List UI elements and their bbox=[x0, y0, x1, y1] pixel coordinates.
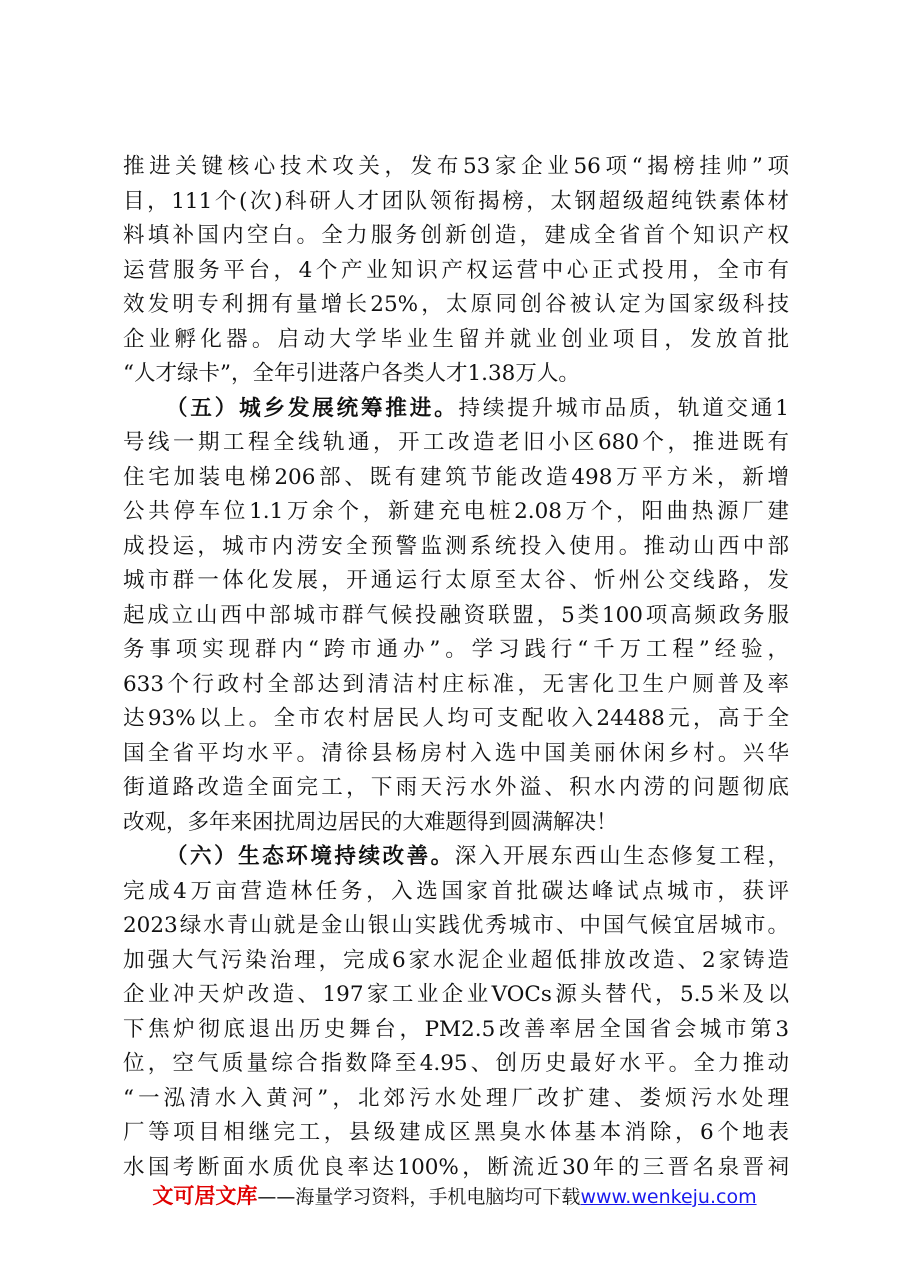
text-line: 达93%以上。全市农村居民人均可支配收入24488元，高于全 bbox=[123, 706, 789, 731]
text-line-body: 深入开展东西山生态修复工程， bbox=[454, 844, 789, 869]
text-line: 推进关键核心技术攻关，发布53家企业56项“揭榜挂帅”项 bbox=[123, 154, 789, 179]
text-line: 企业冲天炉改造、197家工业企业VOCs源头替代，5.5米及以 bbox=[123, 982, 789, 1007]
body-text bbox=[123, 150, 789, 1185]
paragraph-urban-rural bbox=[123, 392, 789, 841]
text-line: 务事项实现群内“跨市通办”。学习践行“千万工程”经验， bbox=[123, 637, 789, 662]
text-line-with-heading bbox=[123, 392, 789, 427]
text-line: 街道路改造全面完工，下雨天污水外溢、积水内涝的问题彻底 bbox=[123, 775, 789, 800]
text-line: 起成立山西中部城市群气候投融资联盟，5类100项高频政务服 bbox=[123, 602, 789, 628]
text-line: “人才绿卡”，全年引进落户各类人才1.38万人。 bbox=[123, 361, 580, 386]
section-heading-six: （六）生态环境持续改善。 bbox=[166, 844, 455, 869]
text-line: 运营服务平台，4个产业知识产权运营中心正式投用，全市有 bbox=[123, 257, 789, 283]
text-line: 号线一期工程全线轨通，开工改造老旧小区680个，推进既有 bbox=[123, 430, 789, 455]
text-line: 目，111个(次)科研人才团队领衔揭榜，太钢超级超纯铁素体材 bbox=[123, 188, 789, 214]
text-line: 成投运，城市内涝安全预警监测系统投入使用。推动山西中部 bbox=[123, 533, 789, 559]
text-line: 位，空气质量综合指数降至4.95、创历史最好水平。全力推动 bbox=[123, 1051, 789, 1076]
text-line: 完成4万亩营造林任务，入选国家首批碳达峰试点城市，获评 bbox=[123, 878, 789, 904]
text-line: 国全省平均水平。清徐县杨房村入选中国美丽休闲乡村。兴华 bbox=[123, 740, 789, 766]
brand-name: 文可居文库 bbox=[152, 1184, 258, 1208]
paragraph-ecology bbox=[123, 840, 789, 1185]
footer-tagline: ——海量学习资料，手机电脑均可下载 bbox=[257, 1186, 581, 1208]
text-line: 2023绿水青山就是金山银山实践优秀城市、中国气候宜居城市。 bbox=[123, 913, 789, 938]
footer-banner bbox=[0, 1183, 909, 1210]
text-line: “一泓清水入黄河”，北郊污水处理厂改扩建、娄烦污水处理 bbox=[123, 1085, 789, 1111]
text-line: 改观，多年来困扰周边居民的大难题得到圆满解决！ bbox=[123, 809, 618, 835]
text-line: 下焦炉彻底退出历史舞台，PM2.5改善率居全国省会城市第3 bbox=[123, 1016, 789, 1042]
text-line: 加强大气污染治理，完成6家水泥企业超低排放改造、2家铸造 bbox=[123, 947, 789, 973]
text-line: 住宅加装电梯206部、既有建筑节能改造498万平方米，新增 bbox=[123, 464, 789, 490]
text-line: 效发明专利拥有量增长25%，太原同创谷被认定为国家级科技 bbox=[123, 292, 789, 317]
section-heading-five: （五）城乡发展统筹推进。 bbox=[166, 395, 459, 421]
text-line: 城市群一体化发展，开通运行太原至太谷、忻州公交线路，发 bbox=[123, 568, 789, 593]
text-line: 料填补国内空白。全力服务创新创造，建成全省首个知识产权 bbox=[123, 223, 789, 248]
text-line-with-heading bbox=[123, 840, 789, 875]
paragraph-tech-innovation bbox=[123, 150, 789, 392]
text-line-body: 持续提升城市品质，轨道交通1 bbox=[458, 395, 789, 421]
text-line: 公共停车位1.1万余个，新建充电桩2.08万个，阳曲热源厂建 bbox=[123, 499, 789, 524]
text-line: 水国考断面水质优良率达100%，断流近30年的三晋名泉晋祠 bbox=[123, 1154, 789, 1180]
text-line: 企业孵化器。启动大学毕业生留并就业创业项目，发放首批 bbox=[123, 326, 789, 352]
website-link[interactable]: www.wenkeju.com bbox=[580, 1186, 757, 1208]
text-line: 厂等项目相继完工，县级建成区黑臭水体基本消除，6个地表 bbox=[123, 1120, 789, 1145]
text-line: 633个行政村全部达到清洁村庄标准，无害化卫生户厕普及率 bbox=[123, 671, 789, 697]
